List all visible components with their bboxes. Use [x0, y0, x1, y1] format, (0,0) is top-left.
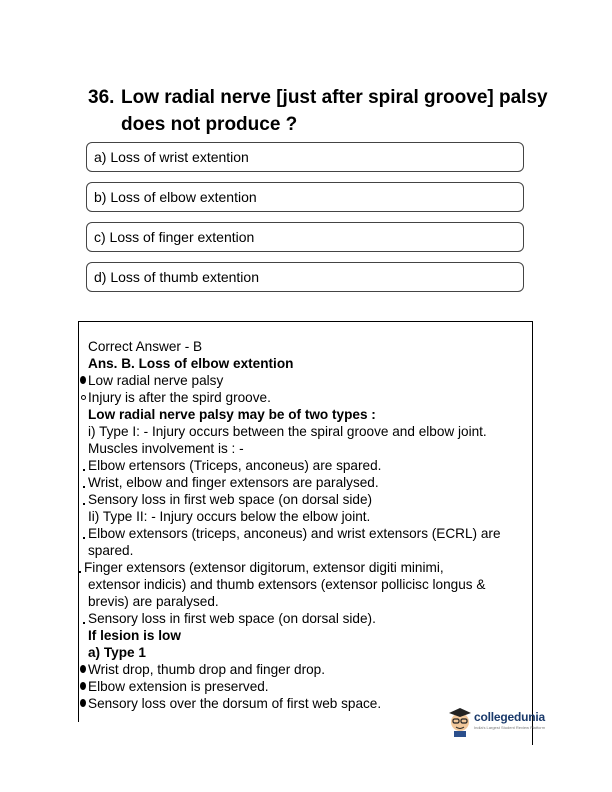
option-c[interactable]: c) Loss of finger extention	[86, 222, 524, 252]
dot-marker-icon	[83, 503, 85, 505]
bullet-icon	[80, 665, 86, 673]
option-d[interactable]: d) Loss of thumb extention	[86, 262, 524, 292]
answer-line: Elbow extensors (triceps, anconeus) and wrist extensors (ECRL) are	[88, 525, 501, 542]
answer-box	[78, 321, 533, 745]
answer-line: brevis) are paralysed.	[88, 594, 219, 609]
answer-line: Ii) Type II: - Injury occurs below the elbow joint.	[88, 509, 371, 524]
dot-marker-icon	[79, 571, 81, 573]
answer-line: Wrist drop, thumb drop and finger drop.	[88, 661, 325, 678]
option-b[interactable]: b) Loss of elbow extention	[86, 182, 524, 212]
answer-line: Elbow ertensors (Triceps, anconeus) are spared.	[88, 457, 381, 474]
dot-marker-icon	[83, 486, 85, 488]
answer-line: extensor indicis) and thumb extensors (extensor pollicisc longus &	[88, 577, 486, 592]
logo-text: collegedunia	[474, 710, 545, 724]
correct-answer: Correct Answer - B	[88, 339, 203, 354]
answer-line: i) Type I: - Injury occurs between the spiral groove and elbow joint.	[88, 424, 487, 439]
dot-marker-icon	[83, 537, 85, 539]
answer-title: Ans. B. Loss of elbow extention	[88, 356, 294, 371]
dot-marker-icon	[83, 622, 85, 624]
mascot-icon	[447, 704, 473, 738]
answer-line: Finger extensors (extensor digitorum, extensor digiti minimi,	[84, 559, 444, 576]
answer-line: Sensory loss over the dorsum of first web space.	[88, 695, 381, 712]
answer-line: Wrist, elbow and finger extensors are paralysed.	[88, 474, 379, 491]
answer-box-left-border	[78, 322, 79, 722]
answer-heading: If lesion is low	[88, 628, 181, 643]
answer-line: Elbow extension is preserved.	[88, 678, 269, 695]
answer-line: Low radial nerve palsy	[88, 372, 223, 389]
answer-heading: a) Type 1	[88, 645, 146, 660]
answer-heading: Low radial nerve palsy may be of two types :	[88, 407, 376, 422]
bullet-icon	[80, 699, 86, 707]
answer-line: Muscles involvement is : -	[88, 441, 244, 456]
logo-tagline: India's Largest Student Review Platform	[474, 725, 546, 730]
option-a[interactable]: a) Loss of wrist extention	[86, 142, 524, 172]
answer-line: Sensory loss in first web space (on dorsal side).	[88, 610, 376, 627]
bullet-icon	[80, 376, 86, 384]
question-text: Low radial nerve [just after spiral groove] palsy does not produce ?	[121, 87, 548, 135]
answer-line: Injury is after the spird groove.	[88, 389, 271, 406]
question-number: 36.	[88, 87, 115, 108]
dot-marker-icon	[83, 469, 85, 471]
answer-line: Sensory loss in first web space (on dorsal side)	[88, 491, 372, 508]
bullet-icon	[80, 682, 86, 690]
collegedunia-logo	[447, 704, 547, 740]
answer-line: spared.	[88, 543, 134, 558]
circle-bullet-icon	[81, 395, 86, 400]
